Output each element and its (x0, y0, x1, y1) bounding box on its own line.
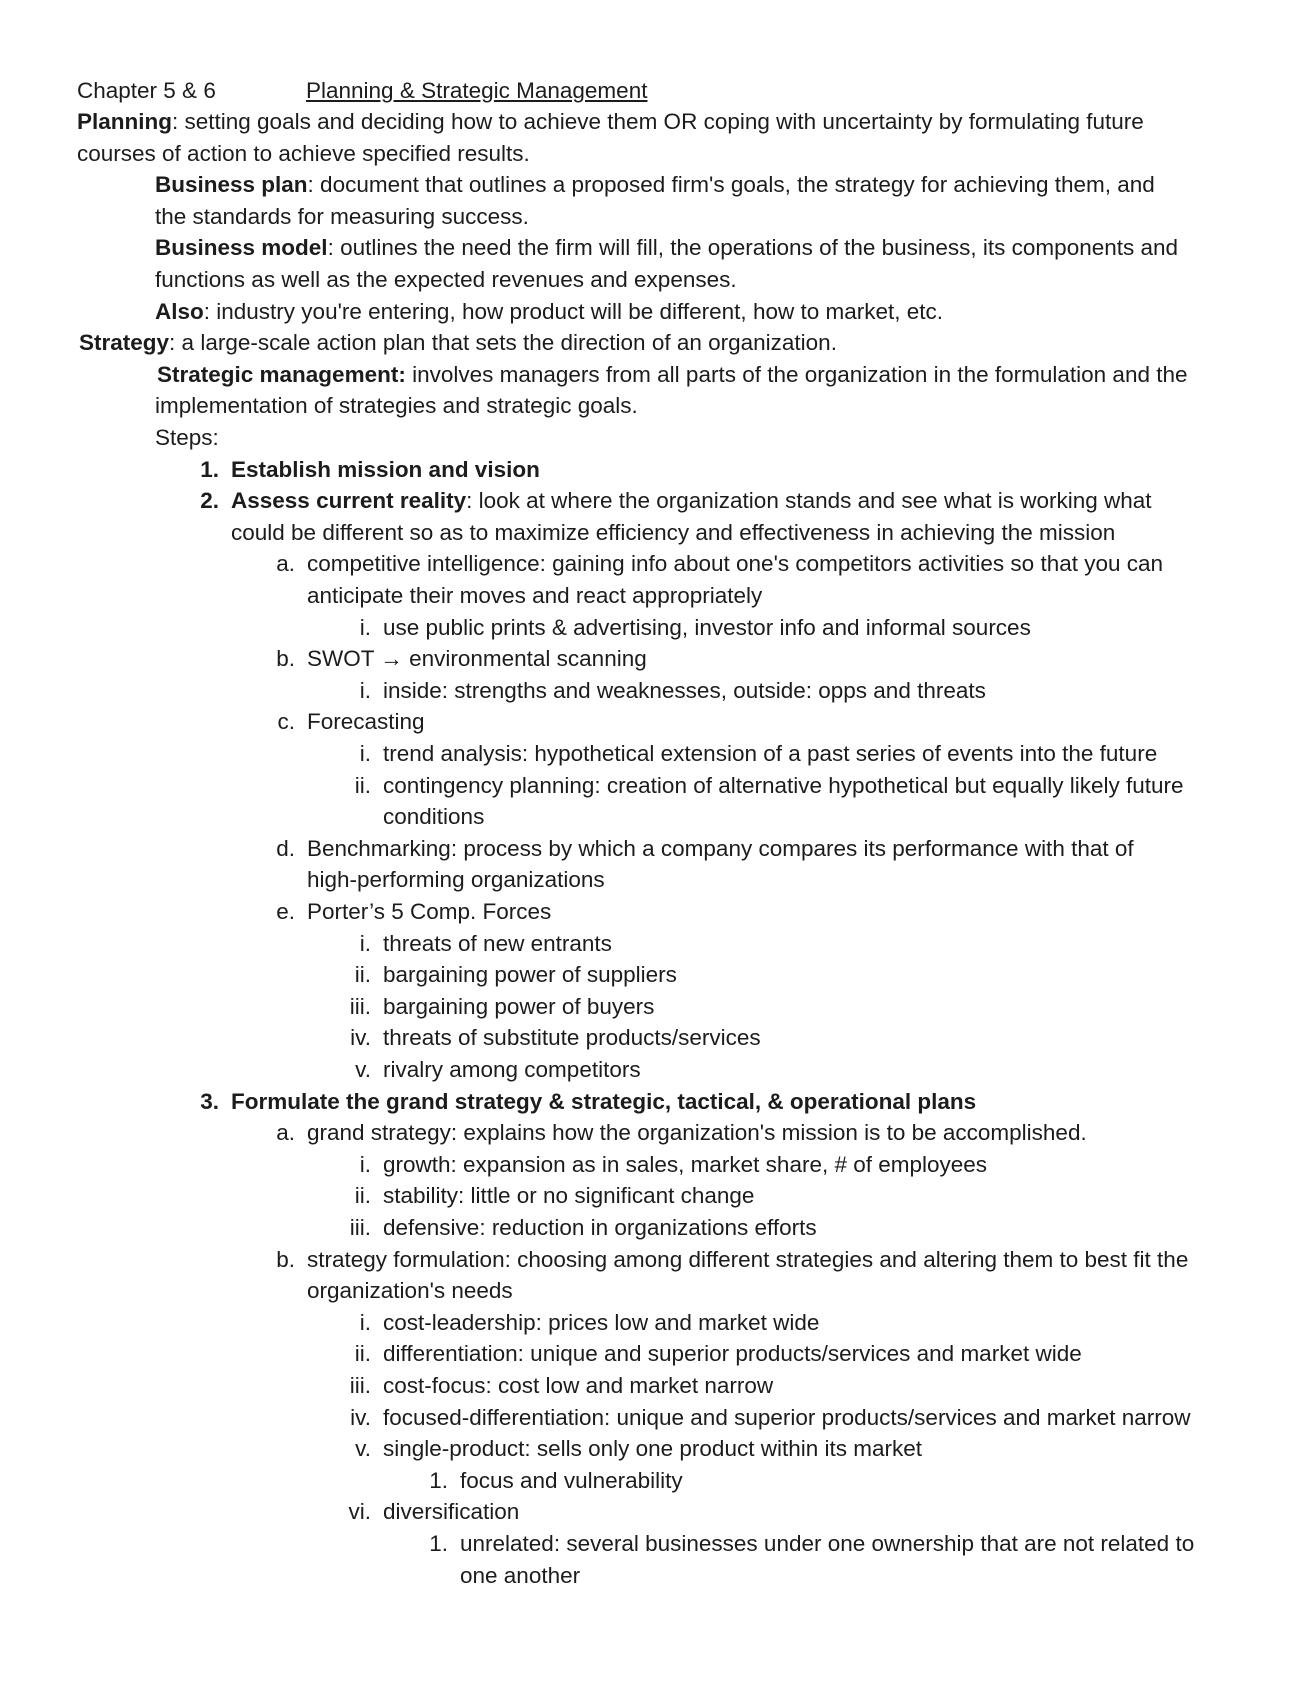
line-text (383, 1149, 987, 1181)
line-text (307, 1117, 1087, 1149)
line-text (383, 1338, 1082, 1370)
definition: stability: little or no significant change (383, 1183, 755, 1209)
line-text (383, 1180, 754, 1212)
term: Planning (77, 109, 172, 134)
line-text (155, 296, 943, 328)
line-text (383, 1022, 761, 1054)
list-marker: i. (359, 614, 371, 640)
line-text (307, 864, 605, 896)
definition: single-product: sells only one product within its market (383, 1436, 923, 1462)
line-text (307, 580, 762, 612)
line-text (383, 959, 677, 991)
definition: unrelated: several businesses under one ownership that are not related to (460, 1531, 1195, 1556)
list-marker: a. (276, 1120, 295, 1146)
list-marker: c. (277, 709, 295, 735)
list-marker: i. (359, 1151, 371, 1177)
line-text (383, 1054, 641, 1086)
line-text (307, 1275, 513, 1307)
list-marker: i. (359, 930, 371, 956)
definition: focus and vulnerability (460, 1467, 683, 1493)
line-text (79, 327, 837, 359)
line-text (383, 801, 484, 833)
list-marker: v. (355, 1436, 371, 1462)
line-text (155, 390, 638, 422)
list-marker: iii. (349, 1373, 371, 1398)
list-marker: i. (359, 1309, 371, 1335)
definition: competitive intelligence: gaining info about one's competitors activities so that you can (307, 551, 1164, 577)
term: Strategic management: (157, 361, 406, 387)
list-marker: 1. (429, 1467, 448, 1493)
list-marker: iii. (349, 993, 371, 1019)
term: Business model (155, 235, 328, 261)
definition: Benchmarking: process by which a company compares its performance with that of (307, 835, 1134, 861)
definition: SWOT → environmental scanning (307, 646, 647, 672)
definition: organization's needs (307, 1278, 513, 1304)
list-marker: ii. (354, 1183, 371, 1209)
list-marker: b. (276, 1246, 295, 1272)
list-marker: vi. (348, 1499, 371, 1525)
line-text (383, 770, 1184, 802)
page-title: Planning & Strategic Management (306, 78, 648, 103)
list-marker: 1. (429, 1531, 448, 1556)
list-marker: d. (276, 835, 295, 861)
list-marker: 3. (200, 1088, 219, 1114)
line-text (383, 738, 1157, 770)
definition: high-performing organizations (307, 867, 605, 893)
definition: grand strategy: explains how the organization's mission is to be accomplished. (307, 1120, 1087, 1146)
definition: rivalry among competitors (383, 1057, 641, 1082)
line-text (155, 422, 219, 454)
line-text (157, 359, 1188, 391)
definition: involves managers from all parts of the organization in the formulation and the (405, 361, 1188, 387)
term: Business plan (155, 172, 308, 198)
definition: Porter’s 5 Comp. Forces (307, 899, 552, 924)
definition: growth: expansion as in sales, market share, # of employees (383, 1151, 988, 1177)
definition: focused-differentiation: unique and superior products/services and market narrow (383, 1404, 1191, 1430)
list-marker: iv. (350, 1404, 371, 1430)
line-text (383, 991, 654, 1023)
definition: the standards for measuring success. (155, 203, 529, 229)
line-text (231, 485, 1152, 517)
term: Formulate the grand strategy & strategic, tactical, & operational plans (231, 1088, 977, 1114)
definition: cost-leadership: prices low and market wide (383, 1309, 820, 1335)
list-marker: b. (276, 646, 295, 672)
list-marker: i. (359, 677, 371, 703)
term: Strategy (79, 330, 170, 356)
definition: bargaining power of buyers (383, 993, 655, 1019)
list-marker: iv. (350, 1025, 371, 1051)
line-text (460, 1528, 1194, 1560)
definition: courses of action to achieve specified results. (77, 140, 530, 166)
list-marker: i. (359, 741, 371, 766)
line-text (383, 612, 1031, 644)
term: Establish mission and vision (231, 456, 540, 482)
line-text (155, 232, 1178, 264)
line-text (307, 896, 551, 928)
line-text (307, 833, 1134, 865)
line-text (231, 454, 540, 486)
term: Assess current reality (231, 488, 467, 514)
line-text (460, 1465, 683, 1497)
list-marker: ii. (354, 772, 371, 798)
definition: differentiation: unique and superior products/services and market wide (383, 1341, 1082, 1367)
definition: use public prints & advertising, investor info and informal sources (383, 614, 1031, 640)
line-text (77, 138, 530, 170)
list-marker: 1. (200, 456, 219, 482)
line-text (155, 169, 1155, 201)
definition: trend analysis: hypothetical extension of a past series of events into the future (383, 741, 1158, 766)
line-text (383, 1212, 817, 1244)
list-marker: v. (355, 1057, 371, 1082)
definition: threats of substitute products/services (383, 1025, 761, 1051)
list-marker: ii. (354, 1341, 371, 1367)
line-text (155, 201, 529, 233)
line-text (307, 643, 647, 675)
line-text (307, 548, 1163, 580)
definition: anticipate their moves and react appropriately (307, 583, 763, 608)
definition: cost-focus: cost low and market narrow (383, 1373, 774, 1398)
list-marker: a. (276, 551, 295, 577)
definition: bargaining power of suppliers (383, 962, 677, 988)
line-text (460, 1560, 580, 1592)
term: Also (155, 298, 204, 324)
definition: Steps: (155, 425, 219, 450)
list-marker: e. (276, 899, 295, 924)
definition: threats of new entrants (383, 930, 612, 956)
line-text (77, 106, 1144, 138)
list-marker: 2. (200, 488, 219, 514)
definition: functions as well as the expected revenues and expenses. (155, 267, 737, 292)
line-text (383, 1370, 773, 1402)
line-text (231, 1086, 976, 1118)
line-text (383, 1496, 519, 1528)
definition: inside: strengths and weaknesses, outside: opps and threats (383, 677, 986, 703)
definition: : outlines the need the firm will fill, the operations of the business, its components and (327, 235, 1179, 261)
definition: contingency planning: creation of alternative hypothetical but equally likely future (383, 772, 1184, 798)
list-marker: iii. (349, 1215, 371, 1240)
definition: : document that outlines a proposed firm's goals, the strategy for achieving them, and (307, 172, 1155, 198)
definition: one another (460, 1562, 581, 1588)
line-text (231, 517, 1115, 549)
chapter-label: Chapter 5 & 6 (77, 78, 216, 103)
definition: defensive: reduction in organizations efforts (383, 1215, 817, 1240)
definition: : industry you're entering, how product will be different, how to market, etc. (203, 298, 944, 324)
definition: : setting goals and deciding how to achieve them OR coping with uncertainty by formulating future (172, 109, 1144, 134)
line-text (155, 264, 737, 296)
line-text (383, 1433, 922, 1465)
list-marker: ii. (354, 962, 371, 988)
definition: diversification (383, 1499, 520, 1525)
definition: could be different so as to maximize efficiency and effectiveness in achieving the mission (231, 519, 1116, 545)
line-text (307, 706, 425, 738)
definition: : look at where the organization stands and see what is working what (466, 488, 1152, 514)
definition: conditions (383, 804, 485, 830)
line-text (383, 675, 986, 707)
definition: implementation of strategies and strategic goals. (155, 393, 638, 419)
line-text (383, 928, 612, 960)
definition: Forecasting (307, 709, 425, 735)
line-text (383, 1402, 1191, 1434)
line-text (383, 1307, 819, 1339)
definition: strategy formulation: choosing among different strategies and altering them to best fit the (307, 1246, 1189, 1272)
line-text (307, 1244, 1188, 1276)
definition: : a large-scale action plan that sets the direction of an organization. (169, 330, 837, 356)
